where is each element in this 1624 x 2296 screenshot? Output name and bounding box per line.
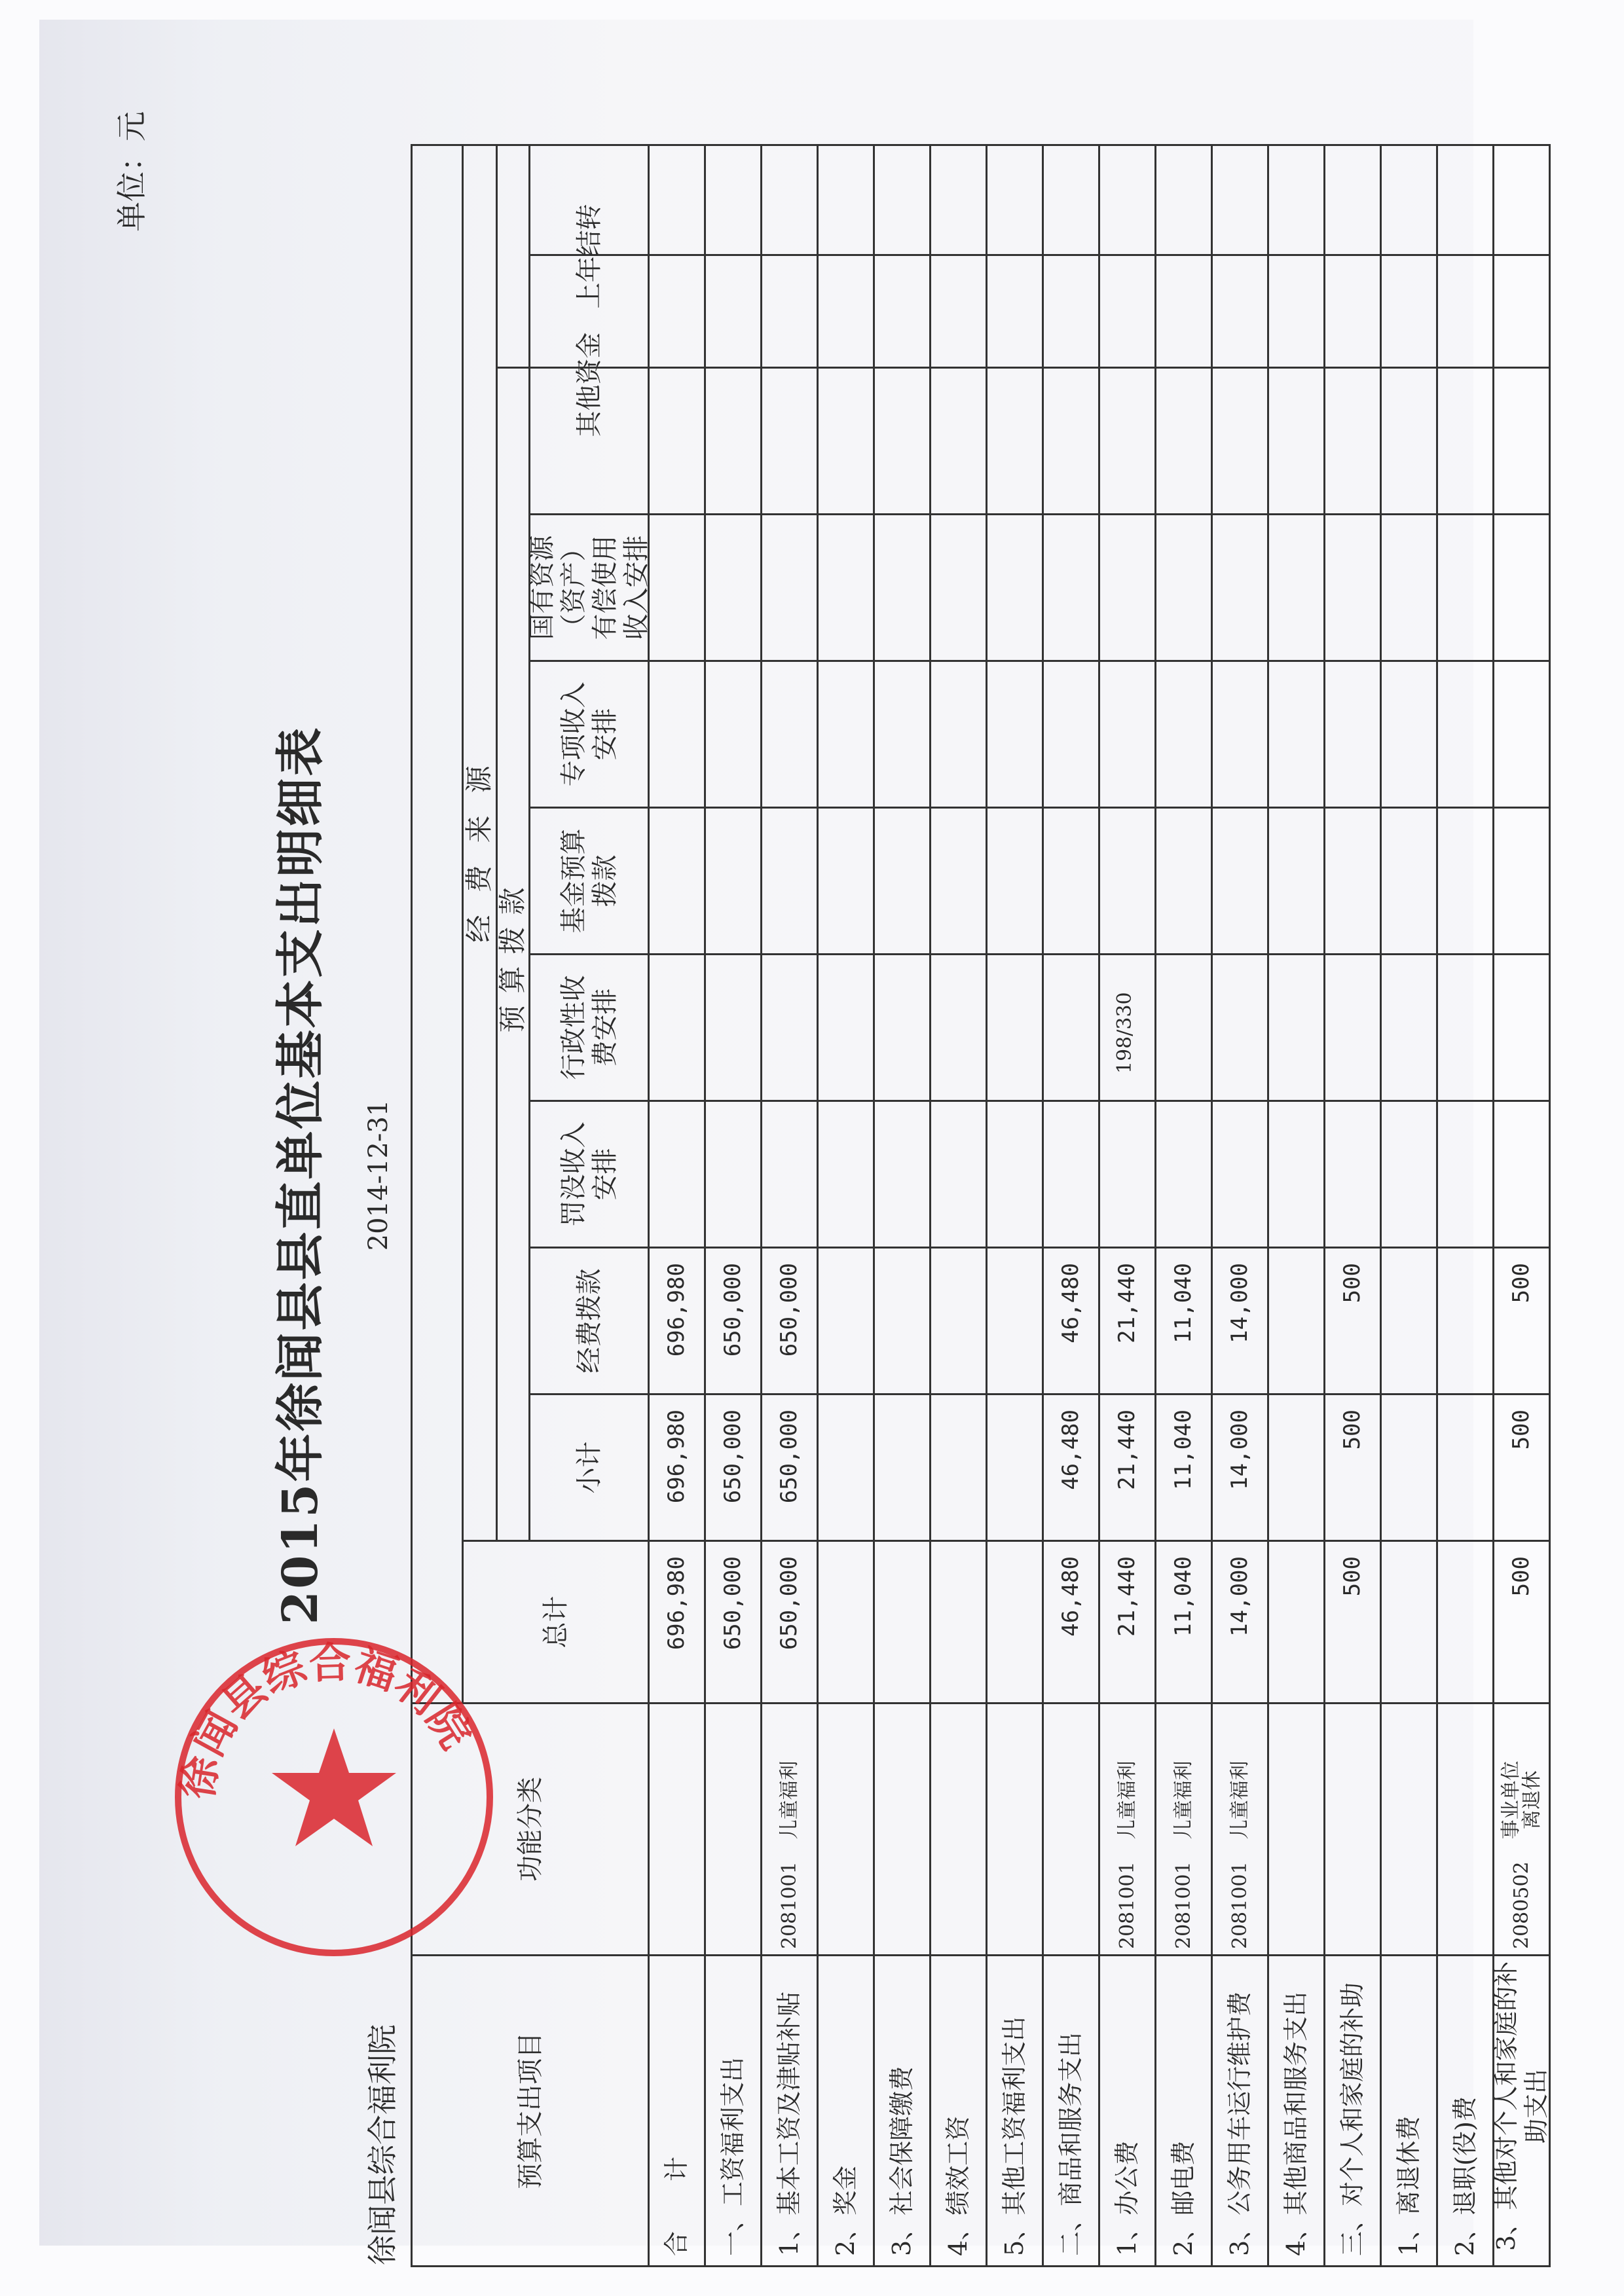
row-empty-cell — [1211, 144, 1269, 256]
header-func: 功能分类 — [411, 1702, 650, 1956]
row-empty-cell — [1323, 660, 1382, 809]
row-total — [1436, 1540, 1494, 1704]
row-empty-cell — [704, 1100, 762, 1248]
row-func — [929, 1702, 987, 1956]
row-func — [873, 1702, 931, 1956]
row-item: 2、退职(役)费 — [1436, 1954, 1494, 2267]
row-empty-cell — [648, 254, 706, 369]
row-empty-cell — [1042, 1100, 1100, 1248]
row-empty-cell — [1436, 367, 1494, 515]
row-total: 21,440 — [1098, 1540, 1156, 1704]
header-xingzheng: 行政性收费安排 — [528, 953, 650, 1102]
row-item: 4、其他商品和服务支出 — [1267, 1954, 1325, 2267]
row-empty-cell — [1042, 254, 1100, 369]
row-item: 2、奖金 — [817, 1954, 875, 2267]
row-total: 14,000 — [1211, 1540, 1269, 1704]
row-empty-cell — [1042, 513, 1100, 662]
row-subtotal: 650,000 — [760, 1393, 819, 1542]
header-guoyou: 国有资源（资产）有偿使用收入安排 — [528, 513, 650, 662]
row-empty-cell — [929, 254, 987, 369]
row-empty-cell — [704, 367, 762, 515]
row-empty-cell — [760, 144, 819, 256]
row-total: 500 — [1323, 1540, 1382, 1704]
row-empty-cell — [929, 807, 987, 955]
row-empty-cell — [760, 953, 819, 1102]
row-empty-cell — [986, 367, 1044, 515]
func-name: 儿童福利 — [1115, 1760, 1139, 1840]
row-empty-cell — [648, 660, 706, 809]
row-empty-cell — [873, 254, 931, 369]
row-jingfei-bokuan — [817, 1247, 875, 1395]
row-subtotal — [817, 1393, 875, 1542]
row-empty-cell — [760, 660, 819, 809]
row-empty-cell — [1042, 660, 1100, 809]
row-empty-cell — [817, 1100, 875, 1248]
row-empty-cell — [1042, 807, 1100, 955]
row-func — [1267, 1702, 1325, 1956]
row-jingfei-bokuan: 500 — [1323, 1247, 1382, 1395]
header-qita: 其他资金 — [528, 254, 650, 515]
row-item: 1、离退休费 — [1380, 1954, 1438, 2267]
row-jingfei-bokuan — [1436, 1247, 1494, 1395]
row-item: 1、基本工资及津贴补贴 — [760, 1954, 819, 2267]
row-empty-cell — [1211, 513, 1269, 662]
row-empty-cell — [1267, 660, 1325, 809]
row-jingfei-bokuan: 650,000 — [704, 1247, 762, 1395]
func-code: 2081001 — [777, 1861, 801, 1949]
row-empty-cell — [873, 513, 931, 662]
row-empty-cell — [704, 660, 762, 809]
row-empty-cell — [648, 144, 706, 256]
row-empty-cell — [873, 660, 931, 809]
header-zhuanxiang: 专项收入安排 — [528, 660, 650, 809]
row-empty-cell — [1492, 144, 1551, 256]
row-empty-cell — [1380, 807, 1438, 955]
row-empty-cell — [1380, 254, 1438, 369]
header-blank-top — [411, 144, 464, 1704]
row-empty-cell — [704, 953, 762, 1102]
row-jingfei-bokuan: 11,040 — [1154, 1247, 1213, 1395]
row-item: 3、社会保障缴费 — [873, 1954, 931, 2267]
row-jingfei-bokuan: 696,980 — [648, 1247, 706, 1395]
header-jingfei: 经费来源 — [462, 144, 498, 1542]
row-empty-cell — [1211, 367, 1269, 515]
row-empty-cell — [1154, 1100, 1213, 1248]
row-empty-cell — [1211, 1100, 1269, 1248]
row-empty-cell — [873, 807, 931, 955]
row-jingfei-bokuan: 46,480 — [1042, 1247, 1100, 1395]
row-empty-cell — [760, 254, 819, 369]
row-empty-cell — [929, 513, 987, 662]
page-number: 198/330 — [1113, 992, 1136, 1074]
row-func — [1380, 1702, 1438, 1956]
row-empty-cell — [1098, 254, 1156, 369]
seal-star-icon — [272, 1728, 396, 1846]
row-empty-cell — [1492, 367, 1551, 515]
row-total: 46,480 — [1042, 1540, 1100, 1704]
row-empty-cell — [1098, 513, 1156, 662]
row-empty-cell — [1492, 807, 1551, 955]
row-empty-cell — [929, 367, 987, 515]
header-yusuan: 预算拨款 — [496, 367, 530, 1542]
row-empty-cell — [760, 807, 819, 955]
row-empty-cell — [1211, 660, 1269, 809]
row-empty-cell — [1436, 660, 1494, 809]
row-jingfei-bokuan — [929, 1247, 987, 1395]
row-total: 696,980 — [648, 1540, 706, 1704]
row-subtotal: 14,000 — [1211, 1393, 1269, 1542]
row-empty-cell — [1436, 144, 1494, 256]
row-empty-cell — [1267, 367, 1325, 515]
row-subtotal — [873, 1393, 931, 1542]
row-empty-cell — [704, 144, 762, 256]
func-code: 2081001 — [1228, 1861, 1251, 1949]
row-total: 650,000 — [704, 1540, 762, 1704]
row-empty-cell — [1267, 1100, 1325, 1248]
header-total: 总计 — [462, 1540, 650, 1704]
header-fameisuo: 罚没收入安排 — [528, 1100, 650, 1248]
row-func — [1211, 1702, 1269, 1956]
row-empty-cell — [704, 254, 762, 369]
row-total — [873, 1540, 931, 1704]
report-date: 2014-12-31 — [363, 1099, 394, 1251]
row-empty-cell — [1323, 1100, 1382, 1248]
row-item: 1、办公费 — [1098, 1954, 1156, 2267]
row-subtotal — [1436, 1393, 1494, 1542]
row-empty-cell — [817, 660, 875, 809]
row-jingfei-bokuan: 500 — [1492, 1247, 1551, 1395]
row-subtotal: 11,040 — [1154, 1393, 1213, 1542]
row-empty-cell — [760, 513, 819, 662]
header-shangnian: 上年结转 — [528, 144, 650, 369]
row-empty-cell — [929, 144, 987, 256]
row-empty-cell — [986, 513, 1044, 662]
row-empty-cell — [817, 144, 875, 256]
row-empty-cell — [817, 254, 875, 369]
row-empty-cell — [817, 953, 875, 1102]
row-empty-cell — [1267, 254, 1325, 369]
row-empty-cell — [1323, 807, 1382, 955]
row-empty-cell — [1267, 144, 1325, 256]
row-total — [986, 1540, 1044, 1704]
row-item: 合 计 — [648, 1954, 706, 2267]
row-empty-cell — [648, 807, 706, 955]
row-empty-cell — [1098, 660, 1156, 809]
row-item: 二、商品和服务支出 — [1042, 1954, 1100, 2267]
row-empty-cell — [704, 513, 762, 662]
row-empty-cell — [1042, 367, 1100, 515]
row-subtotal: 650,000 — [704, 1393, 762, 1542]
row-empty-cell — [1380, 953, 1438, 1102]
row-empty-cell — [1098, 144, 1156, 256]
row-empty-cell — [1436, 513, 1494, 662]
row-empty-cell — [1211, 254, 1269, 369]
row-empty-cell — [1098, 1100, 1156, 1248]
row-empty-cell — [1323, 254, 1382, 369]
organization-name: 徐闻县综合福利院 — [365, 2024, 400, 2265]
row-empty-cell — [1380, 144, 1438, 256]
row-subtotal: 21,440 — [1098, 1393, 1156, 1542]
row-jingfei-bokuan — [986, 1247, 1044, 1395]
header-blank-right — [496, 144, 530, 369]
header-jingfei-bokuan: 经费拨款 — [528, 1247, 650, 1395]
row-empty-cell — [817, 513, 875, 662]
row-empty-cell — [1492, 953, 1551, 1102]
row-empty-cell — [1211, 807, 1269, 955]
row-func — [760, 1702, 819, 1956]
row-func — [1042, 1702, 1100, 1956]
row-jingfei-bokuan — [1267, 1247, 1325, 1395]
row-empty-cell — [1380, 1100, 1438, 1248]
seal-text: 徐闻县综合福利院 — [172, 1638, 481, 1802]
row-empty-cell — [1267, 807, 1325, 955]
row-empty-cell — [1267, 513, 1325, 662]
row-empty-cell — [986, 1100, 1044, 1248]
row-item: 三、对个人和家庭的补助 — [1323, 1954, 1382, 2267]
row-empty-cell — [1042, 953, 1100, 1102]
row-empty-cell — [1380, 660, 1438, 809]
row-item: 一、工资福利支出 — [704, 1954, 762, 2267]
row-empty-cell — [1267, 953, 1325, 1102]
row-empty-cell — [648, 1100, 706, 1248]
row-empty-cell — [1154, 660, 1213, 809]
row-func — [704, 1702, 762, 1956]
row-item: 2、邮电费 — [1154, 1954, 1213, 2267]
row-empty-cell — [760, 367, 819, 515]
row-subtotal: 500 — [1323, 1393, 1382, 1542]
row-subtotal — [986, 1393, 1044, 1542]
row-func — [986, 1702, 1044, 1956]
row-empty-cell — [1323, 367, 1382, 515]
func-code: 2081001 — [1115, 1861, 1139, 1949]
row-func — [1436, 1702, 1494, 1956]
row-item: 3、公务用车运行维护费 — [1211, 1954, 1269, 2267]
row-total: 11,040 — [1154, 1540, 1213, 1704]
row-total: 650,000 — [760, 1540, 819, 1704]
row-empty-cell — [1436, 953, 1494, 1102]
row-subtotal: 696,980 — [648, 1393, 706, 1542]
row-empty-cell — [1492, 513, 1551, 662]
row-item: 5、其他工资福利支出 — [986, 1954, 1044, 2267]
row-empty-cell — [873, 953, 931, 1102]
header-jijin: 基金预算拨款 — [528, 807, 650, 955]
row-empty-cell — [648, 367, 706, 515]
row-jingfei-bokuan — [1380, 1247, 1438, 1395]
row-total: 500 — [1492, 1540, 1551, 1704]
row-total — [929, 1540, 987, 1704]
row-empty-cell — [873, 144, 931, 256]
row-jingfei-bokuan: 14,000 — [1211, 1247, 1269, 1395]
row-jingfei-bokuan — [873, 1247, 931, 1395]
row-empty-cell — [1323, 144, 1382, 256]
row-empty-cell — [1154, 513, 1213, 662]
row-jingfei-bokuan: 21,440 — [1098, 1247, 1156, 1395]
row-empty-cell — [1436, 254, 1494, 369]
row-func — [1098, 1702, 1156, 1956]
row-empty-cell — [1154, 144, 1213, 256]
func-name: 儿童福利 — [777, 1760, 801, 1840]
row-empty-cell — [1323, 513, 1382, 662]
row-empty-cell — [648, 513, 706, 662]
row-jingfei-bokuan: 650,000 — [760, 1247, 819, 1395]
row-empty-cell — [648, 953, 706, 1102]
row-empty-cell — [929, 660, 987, 809]
row-empty-cell — [1098, 807, 1156, 955]
row-total — [1380, 1540, 1438, 1704]
row-empty-cell — [873, 1100, 931, 1248]
row-empty-cell — [1380, 367, 1438, 515]
row-item: 3、其他对个人和家庭的补助支出 — [1492, 1954, 1551, 2267]
row-func — [1154, 1702, 1213, 1956]
row-empty-cell — [986, 660, 1044, 809]
row-empty-cell — [929, 1100, 987, 1248]
row-subtotal — [1380, 1393, 1438, 1542]
func-code: 2080502 — [1509, 1861, 1533, 1949]
row-empty-cell — [986, 144, 1044, 256]
row-empty-cell — [817, 807, 875, 955]
row-empty-cell — [1154, 254, 1213, 369]
row-empty-cell — [1323, 953, 1382, 1102]
row-empty-cell — [1098, 367, 1156, 515]
row-subtotal: 500 — [1492, 1393, 1551, 1542]
unit-label: 单位：元 — [114, 111, 149, 232]
row-empty-cell — [1436, 1100, 1494, 1248]
row-func — [648, 1702, 706, 1956]
row-empty-cell — [873, 367, 931, 515]
row-total — [817, 1540, 875, 1704]
func-name: 儿童福利 — [1228, 1760, 1251, 1840]
row-empty-cell — [986, 953, 1044, 1102]
row-empty-cell — [1436, 807, 1494, 955]
official-seal — [167, 1630, 501, 1964]
header-subtotal: 小计 — [528, 1393, 650, 1542]
row-empty-cell — [760, 1100, 819, 1248]
row-empty-cell — [1154, 367, 1213, 515]
row-subtotal — [1267, 1393, 1325, 1542]
func-name: 事业单位离退休 — [1500, 1760, 1543, 1840]
row-empty-cell — [929, 953, 987, 1102]
row-total — [1267, 1540, 1325, 1704]
row-empty-cell — [1492, 660, 1551, 809]
row-empty-cell — [1154, 807, 1213, 955]
row-func — [1492, 1702, 1551, 1956]
row-subtotal: 46,480 — [1042, 1393, 1100, 1542]
row-empty-cell — [986, 807, 1044, 955]
row-empty-cell — [1492, 254, 1551, 369]
row-empty-cell — [704, 807, 762, 955]
page-title: 2015年徐闻县县直单位基本支出明细表 — [272, 725, 329, 1625]
row-empty-cell — [1154, 953, 1213, 1102]
func-code: 2081001 — [1172, 1861, 1195, 1949]
row-empty-cell — [1492, 1100, 1551, 1248]
row-func — [1323, 1702, 1382, 1956]
row-item: 4、绩效工资 — [929, 1954, 987, 2267]
header-item: 预算支出项目 — [411, 1954, 650, 2267]
row-empty-cell — [1042, 144, 1100, 256]
func-name: 儿童福利 — [1172, 1760, 1195, 1840]
row-empty-cell — [986, 254, 1044, 369]
row-empty-cell — [1380, 513, 1438, 662]
row-func — [817, 1702, 875, 1956]
row-empty-cell — [1211, 953, 1269, 1102]
row-subtotal — [929, 1393, 987, 1542]
row-empty-cell — [817, 367, 875, 515]
